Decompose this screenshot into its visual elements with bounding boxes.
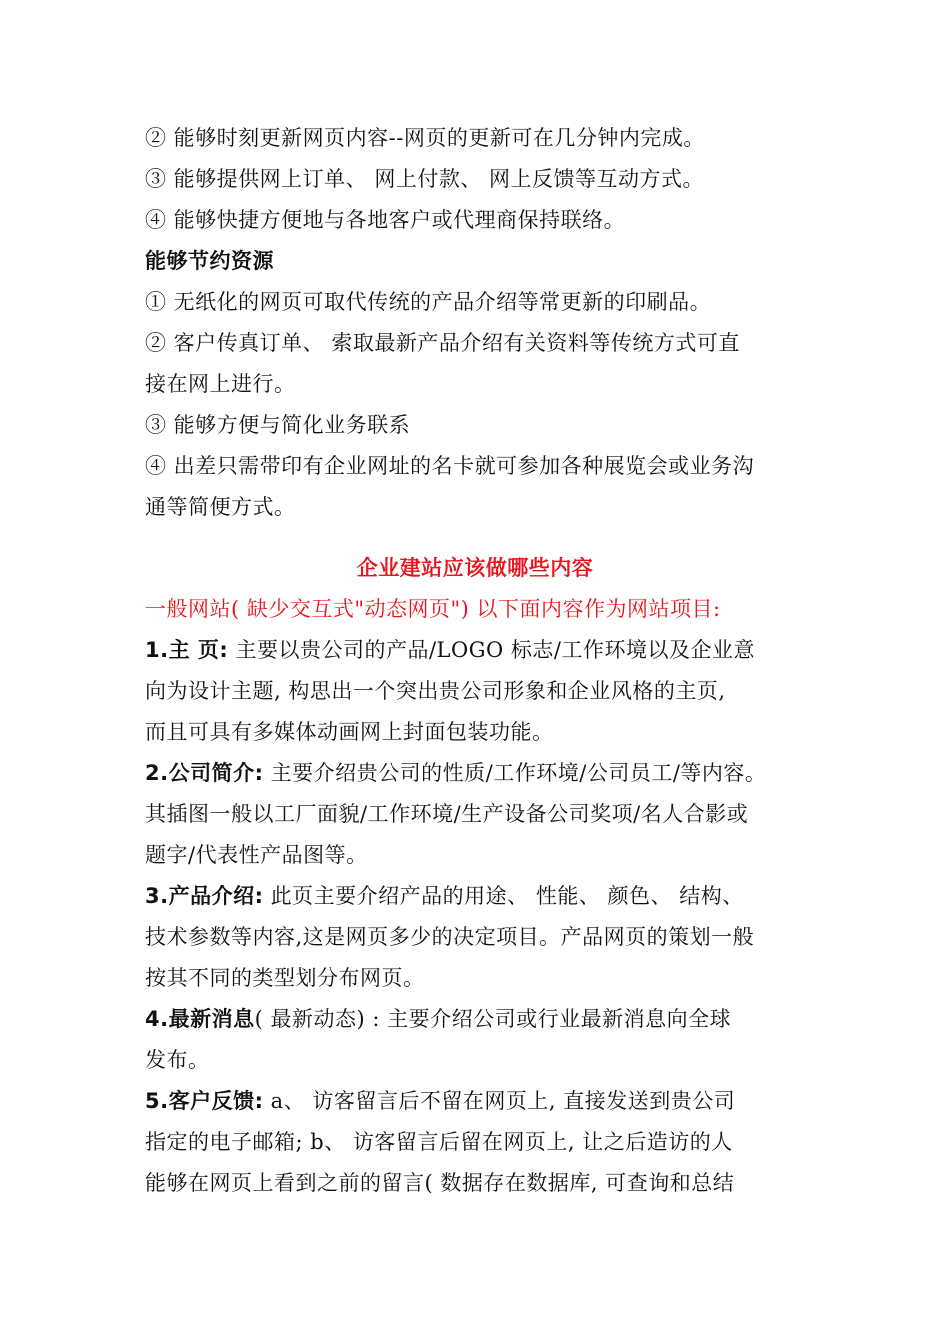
section-heading: 能够节约资源 (145, 249, 274, 273)
entry-label: 3.产品介绍: (145, 884, 264, 908)
entry-text: 主要以贵公司的产品/LOGO 标志/工作环境以及企业意 (228, 638, 755, 662)
entry-text: 主要介绍贵公司的性质/工作环境/公司员工/等内容。 (263, 761, 767, 785)
entry-products (145, 876, 845, 917)
section-title: 企业建站应该做哪些内容 (356, 556, 594, 580)
list-item-continuation: 接在网上进行。 (145, 372, 296, 396)
section-intro: 一般网站( 缺少交互式"动态网页") 以下面内容作为网站项目: (145, 597, 721, 621)
entry-text: 而且可具有多媒体动画网上封面包装功能。 (145, 720, 554, 744)
list-item: ② 能够时刻更新网页内容--网页的更新可在几分钟内完成。 (145, 126, 705, 150)
list-item: ③ 能够提供网上订单、 网上付款、 网上反馈等互动方式。 (145, 167, 705, 191)
entry-text: 发布。 (145, 1048, 210, 1072)
entry-text: 此页主要介绍产品的用途、 性能、 颜色、 结构、 (263, 884, 744, 908)
list-item: ② 客户传真订单、 索取最新产品介绍有关资料等传统方式可直 (145, 331, 740, 355)
list-item: ③ 能够方便与简化业务联系 (145, 413, 411, 437)
entry-text: 其插图一般以工厂面貌/工作环境/生产设备公司奖项/名人合影或 (145, 802, 749, 826)
entry-company-profile (145, 753, 845, 794)
list-item: ① 无纸化的网页可取代传统的产品介绍等常更新的印刷品。 (145, 290, 712, 314)
entry-label: 4.最新消息 (145, 1007, 255, 1031)
entry-text: 技术参数等内容,这是网页多少的决定项目。产品网页的策划一般 (145, 925, 755, 949)
entry-text: 按其不同的类型划分布网页。 (145, 966, 425, 990)
entry-text: 能够在网页上看到之前的留言( 数据存在数据库, 可查询和总结 (145, 1171, 735, 1195)
spacer (145, 528, 845, 548)
list-item: ④ 出差只需带印有企业网址的名卡就可参加各种展览会或业务沟 (145, 454, 755, 478)
list-item: ④ 能够快捷方便地与各地客户或代理商保持联络。 (145, 208, 626, 232)
entry-text: ( 最新动态) : 主要介绍公司或行业最新消息向全球 (254, 1007, 732, 1031)
entry-homepage (145, 630, 845, 671)
entry-text: a、 访客留言后不留在网页上, 直接发送到贵公司 (263, 1089, 736, 1113)
list-item-continuation: 通等简便方式。 (145, 495, 296, 519)
entry-news (145, 999, 845, 1040)
entry-feedback (145, 1081, 845, 1122)
entry-text: 题字/代表性产品图等。 (145, 843, 368, 867)
entry-label: 2.公司简介: (145, 761, 264, 785)
entry-text: 指定的电子邮箱; b、 访客留言后留在网页上, 让之后造访的人 (145, 1130, 733, 1154)
entry-label: 1.主 页: (145, 638, 229, 662)
entry-text: 向为设计主题, 构思出一个突出贵公司形象和企业风格的主页, (145, 679, 726, 703)
document-page (145, 118, 845, 1204)
entry-label: 5.客户反馈: (145, 1089, 264, 1113)
